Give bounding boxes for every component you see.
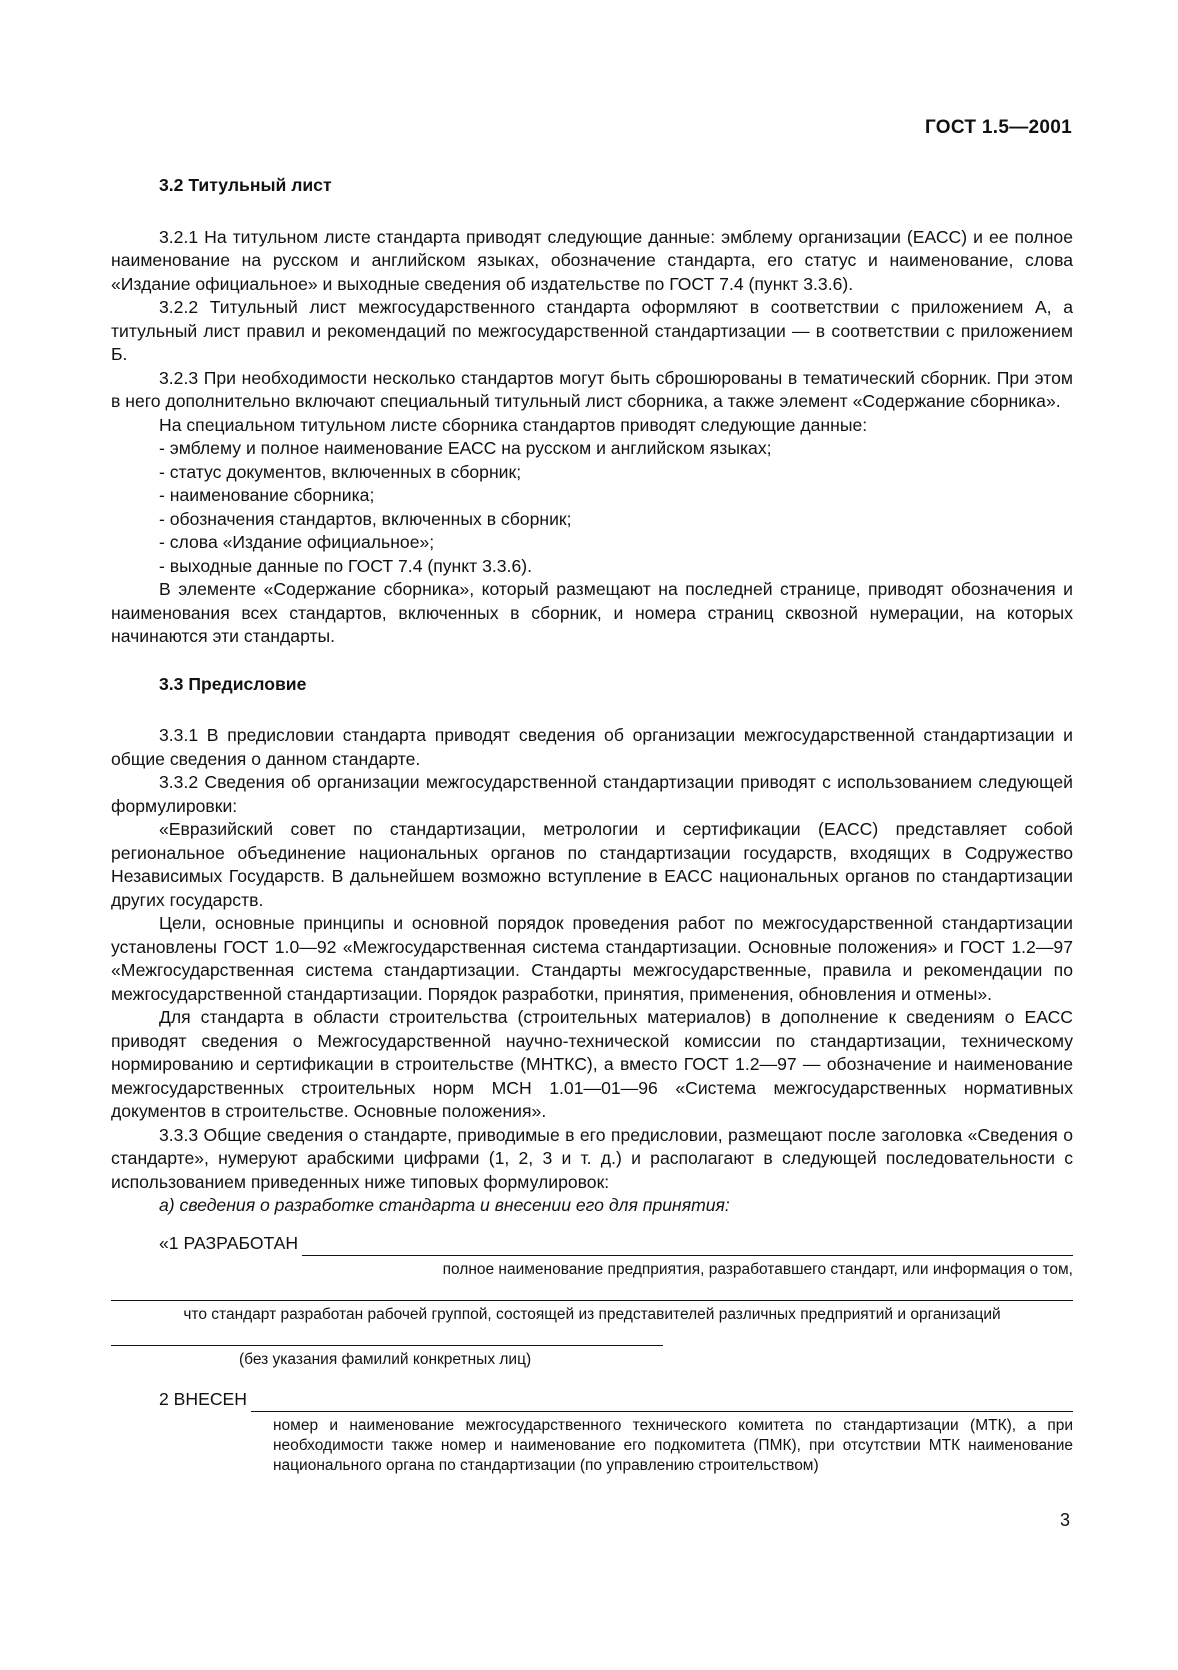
submitted-label: 2 ВНЕСЕН: [159, 1389, 247, 1409]
list-item: - статус документов, включенных в сборник;: [159, 461, 522, 482]
developed-caption-3: (без указания фамилий конкретных лиц): [239, 1350, 532, 1368]
section-heading-3-2: 3.2 Титульный лист: [159, 175, 332, 195]
document-code: ГОСТ 1.5—2001: [924, 117, 1072, 138]
submitted-row: [111, 1382, 1073, 1412]
paragraph-special-title: На специальном титульном листе сборника стандартов приводят следующие данные:: [159, 414, 868, 435]
paragraph-item-a: а) сведения о разработке стандарта и внесении его для принятия:: [159, 1195, 730, 1215]
developed-blank-line: [302, 1233, 1073, 1256]
form-template: [111, 1226, 1073, 1476]
paragraph-3-2-2: 3.2.2 Титульный лист межгосударственного стандарта оформляют в соответствии с приложением А, а титульный лист правил и рекомендаций по межгосударственной стандартизации — в соответствии с приложением Б.: [111, 297, 1073, 364]
submitted-caption: номер и наименование межгосударственного технического комитета по стандартизации (МТК), а при необходимости также номер и наименование его подкомитета (ПМК), при отсутствии МТК наименование национального органа по стандартизации (по управлению строительством): [273, 1416, 1073, 1474]
developed-caption-1: полное наименование предприятия, разработавшего стандарт, или информация о том,: [442, 1260, 1073, 1278]
paragraph-construction: Для стандарта в области строительства (строительных материалов) в дополнение к сведениям о ЕАСС приводят сведения о Межгосударственной научно-технической комиссии по стандартизации, техническому нормированию и сертификации в строительстве (МНТКС), а вместо ГОСТ 1.2—97 — обозначение и наименование межгосударственных строительных норм МСН 1.01—01—96 «Система межгосударственных нормативных документов в строительстве. Основные положения».: [111, 1007, 1073, 1121]
paragraph-3-3-2: 3.3.2 Сведения об организации межгосударственной стандартизации приводят с использованием следующей формулировки:: [111, 772, 1073, 816]
list-item: - обозначения стандартов, включенных в сборник;: [159, 508, 572, 529]
developed-label: «1 РАЗРАБОТАН: [159, 1233, 299, 1253]
list-item: - наименование сборника;: [159, 485, 375, 505]
section-heading-3-3: 3.3 Предисловие: [159, 673, 307, 694]
paragraph-3-3-1: 3.3.1 В предисловии стандарта приводят сведения об организации межгосударственной стандартизации и общие сведения о данном стандарте.: [111, 725, 1073, 769]
developed-row: [111, 1226, 1073, 1256]
paragraph-3-2-1: 3.2.1 На титульном листе стандарта приводят следующие данные: эмблему организации (ЕАСС) и ее полное наименование на русском и английском языках, обозначение стандарта, его статус и наименование, слова «Издание официальное» и выходные сведения об издательстве по ГОСТ 7.4 (пункт 3.3.6).: [111, 226, 1073, 294]
paragraph-quote-1: «Евразийский совет по стандартизации, метрологии и сертификации (ЕАСС) представляет собой региональное объединение национальных органов по стандартизации государств, входящих в Содружество Независимых Государств. В дальнейшем возможно вступление в ЕАСС национальных органов по стандартизации других государств.: [111, 819, 1073, 910]
paragraph-quote-2: Цели, основные принципы и основной порядок проведения работ по межгосударственной стандартизации установлены ГОСТ 1.0—92 «Межгосударственная система стандартизации. Основные положения» и ГОСТ 1.2—97 «Межгосударственная система стандартизации. Стандарты межгосударственные, правила и рекомендации по межгосударственной стандартизации. Порядок разработки, принятия, применения, обновления и отмены».: [111, 913, 1073, 1004]
paragraph-contents: В элементе «Содержание сборника», который размещают на последней странице, приводят обозначения и наименования всех стандартов, включенных в сборник, и номера страниц сквозной нумерации, на которых начинаются эти стандарты.: [111, 579, 1073, 646]
page-content: [111, 174, 1073, 1476]
developed-caption-2: что стандарт разработан рабочей группой, состоящей из представителей различных предприятий и организаций: [183, 1305, 1001, 1323]
list-item: - выходные данные по ГОСТ 7.4 (пункт 3.3.6).: [159, 555, 532, 576]
blank-line: [111, 1280, 1073, 1301]
paragraph-3-2-3: 3.2.3 При необходимости несколько стандартов могут быть сброшюрованы в тематический сборник. При этом в него дополнительно включают специальный титульный лист сборника, а также элемент «Содержание сборника».: [111, 367, 1073, 411]
submitted-blank-line: [251, 1389, 1073, 1412]
blank-line: [111, 1325, 663, 1346]
list-item: - эмблему и полное наименование ЕАСС на русском и английском языках;: [159, 438, 772, 458]
paragraph-3-3-3: 3.3.3 Общие сведения о стандарте, приводимые в его предисловии, размещают после заголовка «Сведения о стандарте», нумеруют арабскими цифрами (1, 2, 3 и т. д.) и располагают в следующей последовательности с использованием приведенных ниже типовых формулировок:: [111, 1124, 1073, 1192]
page-number: 3: [1059, 1510, 1070, 1530]
list-item: - слова «Издание официальное»;: [159, 532, 435, 552]
